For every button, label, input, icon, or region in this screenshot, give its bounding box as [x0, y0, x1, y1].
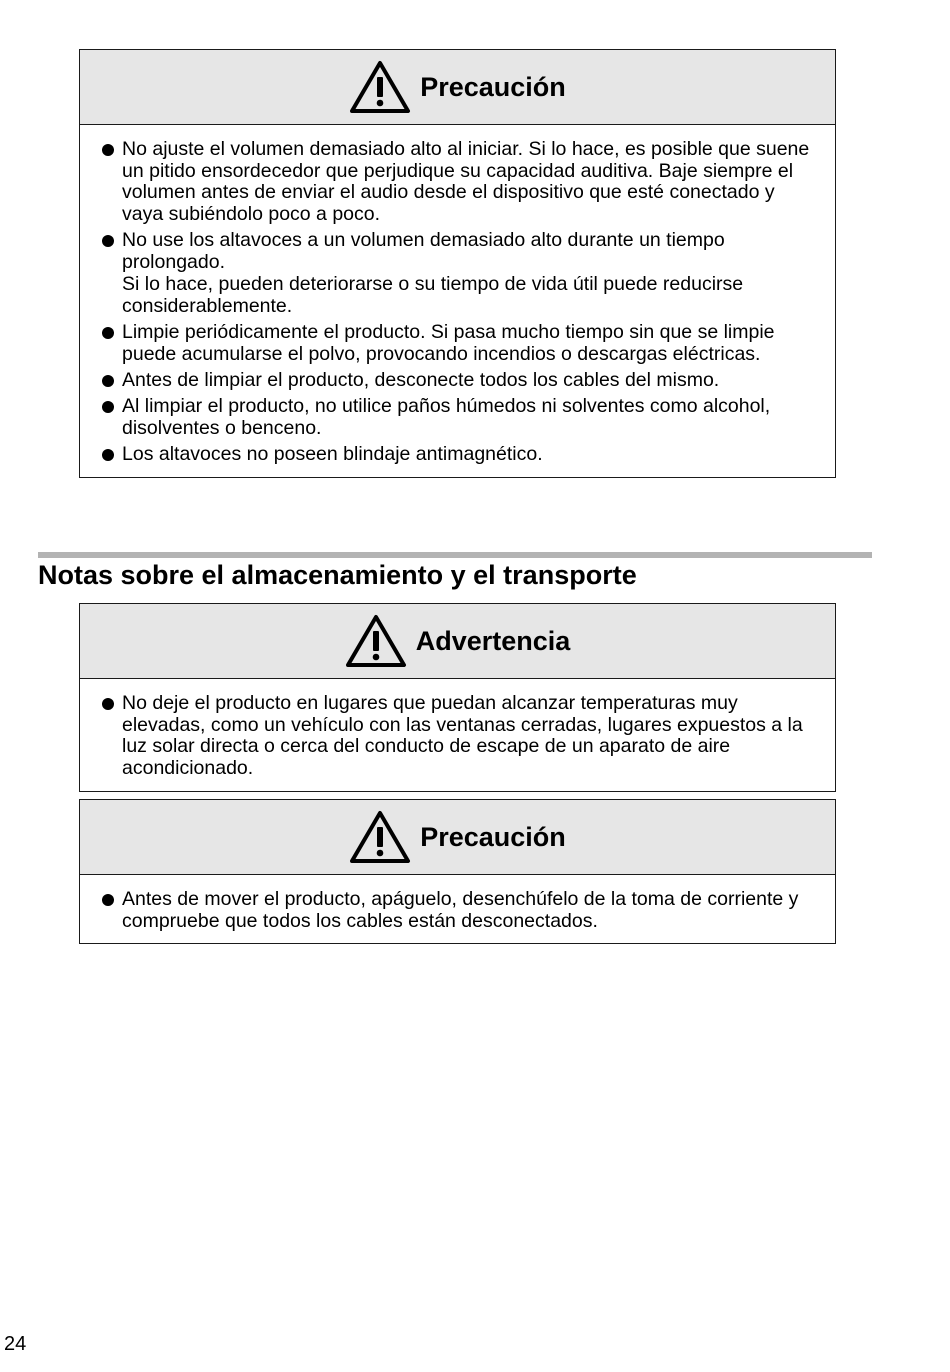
item-text: Antes de mover el producto, apáguelo, desenchúfelo de la toma de corriente y compruebe que todos los cables están desconectados. — [122, 888, 799, 932]
item-text: Al limpiar el producto, no utilice paños húmedos ni solventes como alcohol, disolventes o benceno. — [122, 395, 771, 439]
caution-list-1 — [80, 125, 835, 477]
list-item — [100, 139, 821, 226]
warning-list — [80, 679, 835, 791]
caution-box-1 — [79, 49, 836, 478]
list-item — [100, 322, 821, 365]
section-divider — [38, 552, 872, 558]
list-item — [100, 230, 821, 317]
item-text: No use los altavoces a un volumen demasiado alto durante un tiempo prolongado. — [122, 229, 725, 274]
warning-triangle-icon — [349, 810, 411, 864]
section-title: Notas sobre el almacenamiento y el transporte — [38, 560, 637, 590]
caution-header-1 — [80, 50, 835, 125]
item-text: Limpie periódicamente el producto. Si pasa mucho tiempo sin que se limpie puede acumularse el polvo, provocando incendios o descargas eléctricas. — [122, 320, 775, 365]
warning-title: Advertencia — [415, 625, 571, 656]
item-text: Antes de limpiar el producto, desconecte todos los cables del mismo. — [122, 368, 720, 391]
list-item — [100, 396, 821, 439]
caution-title-2: Precaución — [420, 821, 566, 852]
warning-triangle-icon — [345, 614, 407, 668]
caution-title-1: Precaución — [420, 71, 566, 102]
page-number: 24 — [4, 1333, 27, 1355]
caution-list-2 — [80, 875, 835, 943]
item-text: No ajuste el volumen demasiado alto al iniciar. Si lo hace, es posible que suene un pitido ensordecedor que perjudique su capacidad auditiva. Baje siempre el volumen antes de enviar el audio desde el dispositivo que esté conectado y vaya subiéndolo poco a poco. — [122, 138, 810, 226]
item-text: No deje el producto en lugares que puedan alcanzar temperaturas muy elevadas, como un vehículo con las ventanas cerradas, lugares expuestos a la luz solar directa o cerca del conducto de escape de un aparato de aire acondicionado. — [122, 692, 803, 780]
list-item — [100, 370, 821, 392]
warning-triangle-icon — [349, 60, 411, 114]
warning-header — [80, 604, 835, 679]
list-item — [100, 889, 821, 932]
list-item — [100, 693, 821, 780]
warning-box — [79, 603, 836, 792]
item-text: Si lo hace, pueden deteriorarse o su tiempo de vida útil puede reducirse considerablemente. — [122, 272, 744, 317]
caution-box-2 — [79, 799, 836, 944]
item-text: Los altavoces no poseen blindaje antimagnético. — [122, 443, 543, 466]
caution-header-2 — [80, 800, 835, 875]
list-item — [100, 444, 821, 466]
